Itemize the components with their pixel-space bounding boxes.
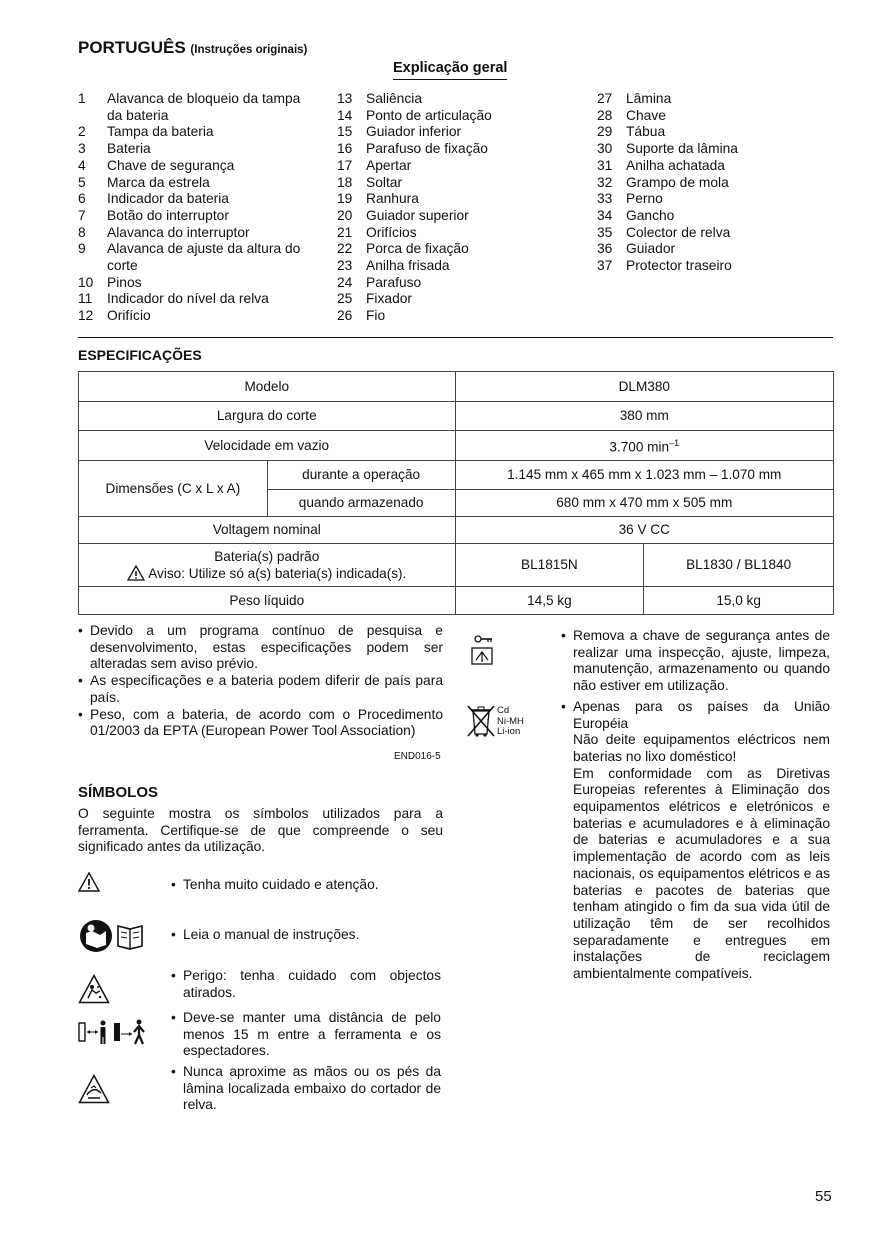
note-item: • Devido a um programa contínuo de pesquisa e desenvolvimento, estas especificações podem ser alteradas sem aviso prévio.: [78, 623, 443, 672]
part-label: Ponto de articulação: [366, 107, 492, 123]
part-item: [337, 124, 577, 141]
divider: [78, 337, 833, 338]
eu-title: Apenas para os países da União Européia: [573, 698, 830, 731]
part-item: [337, 225, 577, 242]
part-label: Apertar: [366, 157, 412, 173]
eu-text: Não deite equipamentos eléctricos nem baterias no lixo doméstico!: [573, 732, 830, 764]
spec-sublabel: durante a operação: [267, 461, 455, 490]
spec-label: Dimensões (C x L x A): [79, 461, 268, 517]
part-item: [337, 258, 577, 275]
language-title: PORTUGUÊS: [78, 38, 186, 57]
speed-value: 3.700 min: [609, 439, 670, 455]
symbol-item: • Perigo: tenha cuidado com objectos atirados.: [171, 968, 441, 1000]
part-number: 34: [597, 207, 613, 223]
part-label: Ranhura: [366, 191, 419, 207]
spec-value: 1.145 mm x 465 mm x 1.023 mm – 1.070 mm: [455, 461, 833, 490]
eu-disposal: • Apenas para os países da União Européia Não deite equipamentos eléctricos nem baterias no lixo doméstico! Em conformidade com as Diretivas Europeias referentes à Eliminação dos equipamentos elétricos e eletrónicos e baterias e acumuladores e à eliminação de baterias e acumuladores e a sua implementação de acordo com as leis nacionais, os equipamentos elétricos e as baterias e pacotes de baterias que tenham atingido o fim da sua vida útil de utilização têm de ser recolhidos separadamente e entregues em instalações de reciclagem ambientalmente compatíveis.: [561, 698, 830, 982]
spec-label: Peso líquido: [79, 587, 456, 615]
part-number: 12: [78, 308, 94, 324]
part-item: [337, 191, 577, 208]
part-label: Perno: [626, 191, 663, 207]
spec-value: [455, 431, 833, 461]
part-item: [597, 191, 827, 208]
part-label: Lâmina: [626, 91, 672, 106]
part-number: 35: [597, 224, 613, 240]
keep-distance-icon: [78, 1018, 150, 1046]
part-number: 7: [78, 207, 86, 223]
part-label: Gancho: [626, 207, 675, 223]
part-label: Anilha frisada: [366, 258, 450, 274]
part-item: [78, 158, 318, 175]
part-number: 8: [78, 224, 86, 240]
battery-warning: [79, 565, 455, 582]
spec-value: 14,5 kg: [455, 587, 644, 615]
part-label: Tábua: [626, 124, 666, 140]
symbol-item: • Tenha muito cuidado e atenção.: [171, 877, 379, 892]
bin-chemical-labels: [497, 706, 524, 738]
part-label: Suporte da lâmina: [626, 141, 738, 157]
part-item: [78, 141, 318, 158]
part-number: 11: [78, 291, 93, 307]
part-number: 33: [597, 191, 613, 207]
part-item: [337, 91, 577, 108]
part-item: [337, 208, 577, 225]
spec-notes: [78, 623, 443, 740]
part-item: [337, 291, 577, 308]
bin-label: Li-ion: [497, 726, 521, 737]
part-item: [597, 241, 827, 258]
part-label: Guiador superior: [366, 207, 469, 223]
part-label: Botão do interruptor: [107, 207, 229, 223]
part-item: [78, 308, 318, 325]
part-number: 32: [597, 174, 613, 190]
part-item: [597, 124, 827, 141]
part-label: Parafuso: [366, 274, 422, 290]
speed-exponent: –1: [669, 438, 680, 449]
part-label: Orifício: [107, 308, 151, 324]
spec-label: Voltagem nominal: [79, 517, 456, 544]
right-column: [561, 628, 830, 983]
part-item: [337, 141, 577, 158]
spec-label: Velocidade em vazio: [79, 431, 456, 461]
thrown-objects-icon: [78, 974, 110, 1004]
read-manual-icon: [78, 918, 148, 954]
part-item: [78, 291, 318, 308]
spec-label: Modelo: [79, 372, 456, 402]
part-number: 19: [337, 191, 353, 207]
part-item: [337, 308, 577, 325]
part-number: 37: [597, 258, 613, 274]
part-number: 18: [337, 174, 353, 190]
page-number: 55: [815, 1188, 832, 1205]
part-item: [78, 241, 318, 274]
weee-bin-icon: [466, 704, 496, 738]
spec-label: [79, 544, 456, 587]
part-number: 9: [78, 241, 86, 257]
part-number: 29: [597, 124, 613, 140]
part-number: 14: [337, 107, 353, 123]
part-label: Chave de segurança: [107, 157, 235, 173]
parts-column-1: [78, 91, 318, 325]
part-label: Chave: [626, 107, 666, 123]
part-label: Alavanca de bloqueio da tampa da bateria: [107, 91, 301, 123]
part-number: 21: [337, 224, 353, 240]
part-item: [597, 91, 827, 108]
part-number: 23: [337, 258, 353, 274]
symbol-item: • Leia o manual de instruções.: [171, 927, 360, 942]
part-item: [597, 158, 827, 175]
part-label: Tampa da bateria: [107, 124, 214, 140]
spec-value: BL1815N: [455, 544, 644, 587]
note-item: • Peso, com a bateria, de acordo com o Procedimento 01/2003 da EPTA (European Power Tool Association): [78, 706, 443, 739]
part-item: [597, 208, 827, 225]
part-item: [337, 275, 577, 292]
part-number: 17: [337, 157, 353, 173]
part-item: [78, 124, 318, 141]
part-label: Porca de fixação: [366, 241, 469, 257]
part-label: Fio: [366, 308, 386, 324]
part-number: 13: [337, 91, 353, 106]
part-label: Protector traseiro: [626, 258, 732, 274]
warning-icon: [78, 872, 100, 892]
eu-text-2: Em conformidade com as Diretivas Europeias referentes à Eliminação dos equipamentos elétricos e eletrónicos e baterias e acumuladores e à eliminação de baterias e acumuladores e a sua implementação de acordo com as leis nacionais, os equipamentos elétricos e as baterias e pacotes de baterias que tenham atingido o fim da sua vida útil de utilização têm de ser recolhidos separadamente e entregues em instalações de reciclagem ambientalmente compatíveis.: [573, 765, 830, 982]
part-number: 20: [337, 207, 353, 223]
part-label: Guiador inferior: [366, 124, 462, 140]
part-number: 31: [597, 157, 613, 173]
warning-icon: [127, 565, 145, 581]
part-item: [337, 108, 577, 125]
spec-value: 15,0 kg: [644, 587, 834, 615]
part-label: Saliência: [366, 91, 422, 106]
part-number: 1: [78, 91, 86, 106]
part-item: [597, 225, 827, 242]
part-number: 15: [337, 124, 353, 140]
part-number: 25: [337, 291, 353, 307]
symbol-item: • Nunca aproxime as mãos ou os pés da lâmina localizada embaixo do cortador de relva.: [171, 1064, 441, 1113]
part-label: Orifícios: [366, 224, 417, 240]
specs-table: [78, 371, 834, 615]
part-item: [78, 225, 318, 242]
battery-warning-text: Aviso: Utilize só a(s) bateria(s) indicada(s).: [148, 565, 407, 581]
spec-value: BL1830 / BL1840: [644, 544, 834, 587]
symbols-intro: O seguinte mostra os símbolos utilizados para a ferramenta. Certifique-se de que compreende o seu significado antes da utilização.: [78, 806, 443, 855]
part-label: Alavanca de ajuste da altura do corte: [107, 241, 301, 274]
part-label: Indicador do nível da relva: [107, 291, 269, 307]
part-item: [78, 275, 318, 292]
section-heading-general: Explicação geral: [393, 60, 507, 80]
part-number: 30: [597, 141, 613, 157]
end-code: END016-5: [394, 751, 441, 762]
page-title: [78, 38, 307, 58]
part-number: 6: [78, 191, 86, 207]
part-number: 28: [597, 107, 613, 123]
part-label: Bateria: [107, 141, 151, 157]
part-label: Colector de relva: [626, 224, 731, 240]
part-number: 36: [597, 241, 613, 257]
part-number: 16: [337, 141, 353, 157]
part-label: Alavanca do interruptor: [107, 224, 250, 240]
battery-label: Bateria(s) padrão: [214, 548, 320, 564]
spec-value: DLM380: [455, 372, 833, 402]
part-number: 3: [78, 141, 86, 157]
part-label: Marca da estrela: [107, 174, 210, 190]
part-number: 27: [597, 91, 613, 106]
part-item: [78, 208, 318, 225]
spec-value: 380 mm: [455, 402, 833, 431]
parts-column-3: [597, 91, 827, 275]
note-item: • As especificações e a bateria podem diferir de país para país.: [78, 673, 443, 705]
part-label: Soltar: [366, 174, 403, 190]
part-label: Indicador da bateria: [107, 191, 229, 207]
bin-label: Ni-MH: [497, 715, 524, 727]
specs-heading: ESPECIFICAÇÕES: [78, 347, 202, 363]
symbol-item: • Deve-se manter uma distância de pelo menos 15 m entre a ferramenta e os espectadores.: [171, 1010, 441, 1059]
part-number: 5: [78, 174, 86, 190]
key-warning: • Remova a chave de segurança antes de realizar uma inspecção, ajuste, limpeza, manutenção, armazenamento ou quando não estiver em utilização.: [561, 628, 830, 694]
spec-value: 680 mm x 470 mm x 505 mm: [455, 490, 833, 517]
part-item: [78, 191, 318, 208]
part-number: 2: [78, 124, 86, 140]
spec-sublabel: quando armazenado: [267, 490, 455, 517]
spec-label: Largura do corte: [79, 402, 456, 431]
part-label: Grampo de mola: [626, 174, 729, 190]
part-item: [337, 241, 577, 258]
part-number: 22: [337, 241, 353, 257]
bin-label: Cd: [497, 705, 510, 716]
blade-hazard-icon: [78, 1074, 110, 1104]
part-item: [78, 175, 318, 192]
part-item: [78, 91, 318, 124]
part-item: [597, 141, 827, 158]
part-item: [597, 258, 827, 275]
part-item: [337, 158, 577, 175]
part-label: Guiador: [626, 241, 676, 257]
remove-key-icon: [470, 634, 496, 668]
part-label: Parafuso de fixação: [366, 141, 488, 157]
part-label: Anilha achatada: [626, 157, 725, 173]
part-label: Fixador: [366, 291, 413, 307]
part-number: 26: [337, 308, 353, 324]
part-item: [597, 108, 827, 125]
symbols-heading: SÍMBOLOS: [78, 784, 159, 801]
spec-value: 36 V CC: [455, 517, 833, 544]
part-number: 4: [78, 157, 86, 173]
part-number: 10: [78, 274, 94, 290]
part-item: [597, 175, 827, 192]
title-subtitle: (Instruções originais): [190, 44, 308, 56]
part-item: [337, 175, 577, 192]
parts-column-2: [337, 91, 577, 325]
part-label: Pinos: [107, 274, 142, 290]
part-number: 24: [337, 274, 353, 290]
